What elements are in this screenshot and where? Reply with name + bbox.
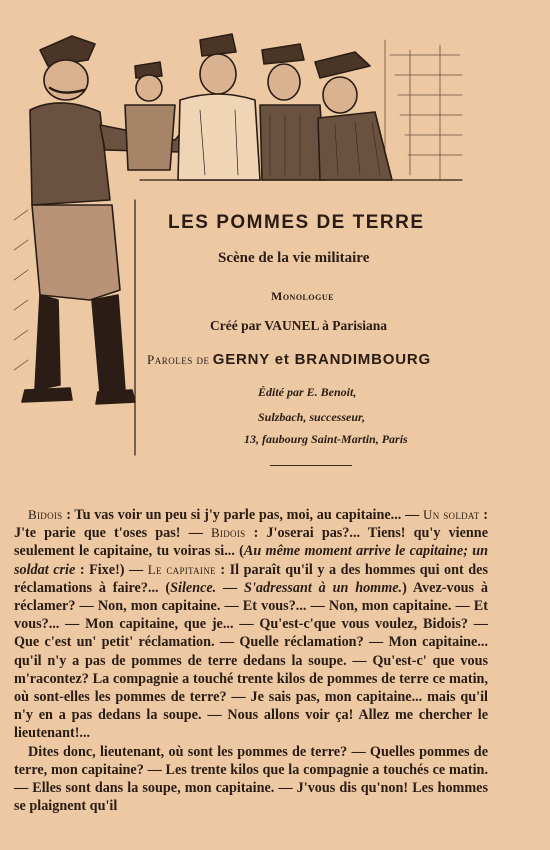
monologue-text (14, 506, 488, 815)
speaker-name: Le capitaine (147, 561, 216, 577)
dialogue-text: : J'oserai pas?... Tiens! qu'y vienne seulement le capitaine, tu voiras si... ( (14, 525, 488, 560)
publisher-line: Édité par E. Benoit, (258, 385, 357, 399)
publisher-line: Sulzbach, successeur, (258, 410, 366, 424)
page-title: LES POMMES DE TERRE (168, 212, 425, 233)
paragraph (14, 506, 488, 743)
dialogue-text: : Il paraît qu'il y a des hommes qui ont des réclamations à faire?... ( (14, 561, 488, 596)
dialogue-text: : J'te parie que t'oses pas! — (14, 507, 488, 542)
authors-names: GERNY et BRANDIMBOURG (212, 351, 431, 368)
creator-line: Créé par VAUNEL à Parisiana (210, 318, 388, 333)
genre-label: Monologue (271, 289, 334, 303)
divider (270, 465, 352, 466)
paragraph: Dites donc, lieutenant, où sont les pommes de terre? — Quelles pommes de terre, mon capitaine? — Les trente kilos que la compagnie a touchés ce matin. — Elles sont dans la soupe, mon capitaine. — J'vous dis qu'non! Les hommes se plaignent qu'il (14, 743, 488, 815)
words-prefix: Paroles de (147, 352, 210, 367)
dialogue-text: : Tu vas voir un peu si j'y parle pas, moi, au capitaine... — (62, 507, 423, 523)
dialogue-text: ) Avez-vous à réclamer? — Non, mon capitaine. — Et vous?... — Non, mon capitaine. — Et vous?... — Mon capitaine, que je... — Qu'est-c'que vous voulez, Bidois? — Que c'est un' petit' réclamation. — Quelle réclamation? — Mon capitaine... qu'il n'y a pas de pommes de terre dedans la soupe. — Qu'est-c' que vous m'racontez? La compagnie a touché trente kilos de pommes de terre ce matin, où sont-elles les pommes de terre? — Je sais pas, mon capitaine... mais qu'il n'y en a pas dedans la soupe. — Nous allons voir ça! Allez me chercher le lieutenant!... (14, 579, 488, 742)
speaker-name: Bidois (210, 525, 246, 541)
publisher-address: 13, faubourg Saint-Martin, Paris (244, 432, 408, 446)
stage-direction: Au même moment arrive le capitaine; un soldat crie (14, 543, 488, 578)
speaker-name: Un soldat (423, 507, 480, 522)
authors-line (147, 351, 431, 368)
dialogue-text: : Fixe!) — (75, 561, 148, 578)
stage-direction: Silence. — S'adressant à un homme. (170, 579, 403, 596)
speaker-name: Bidois (28, 507, 63, 522)
page-subtitle: Scène de la vie militaire (218, 250, 370, 266)
